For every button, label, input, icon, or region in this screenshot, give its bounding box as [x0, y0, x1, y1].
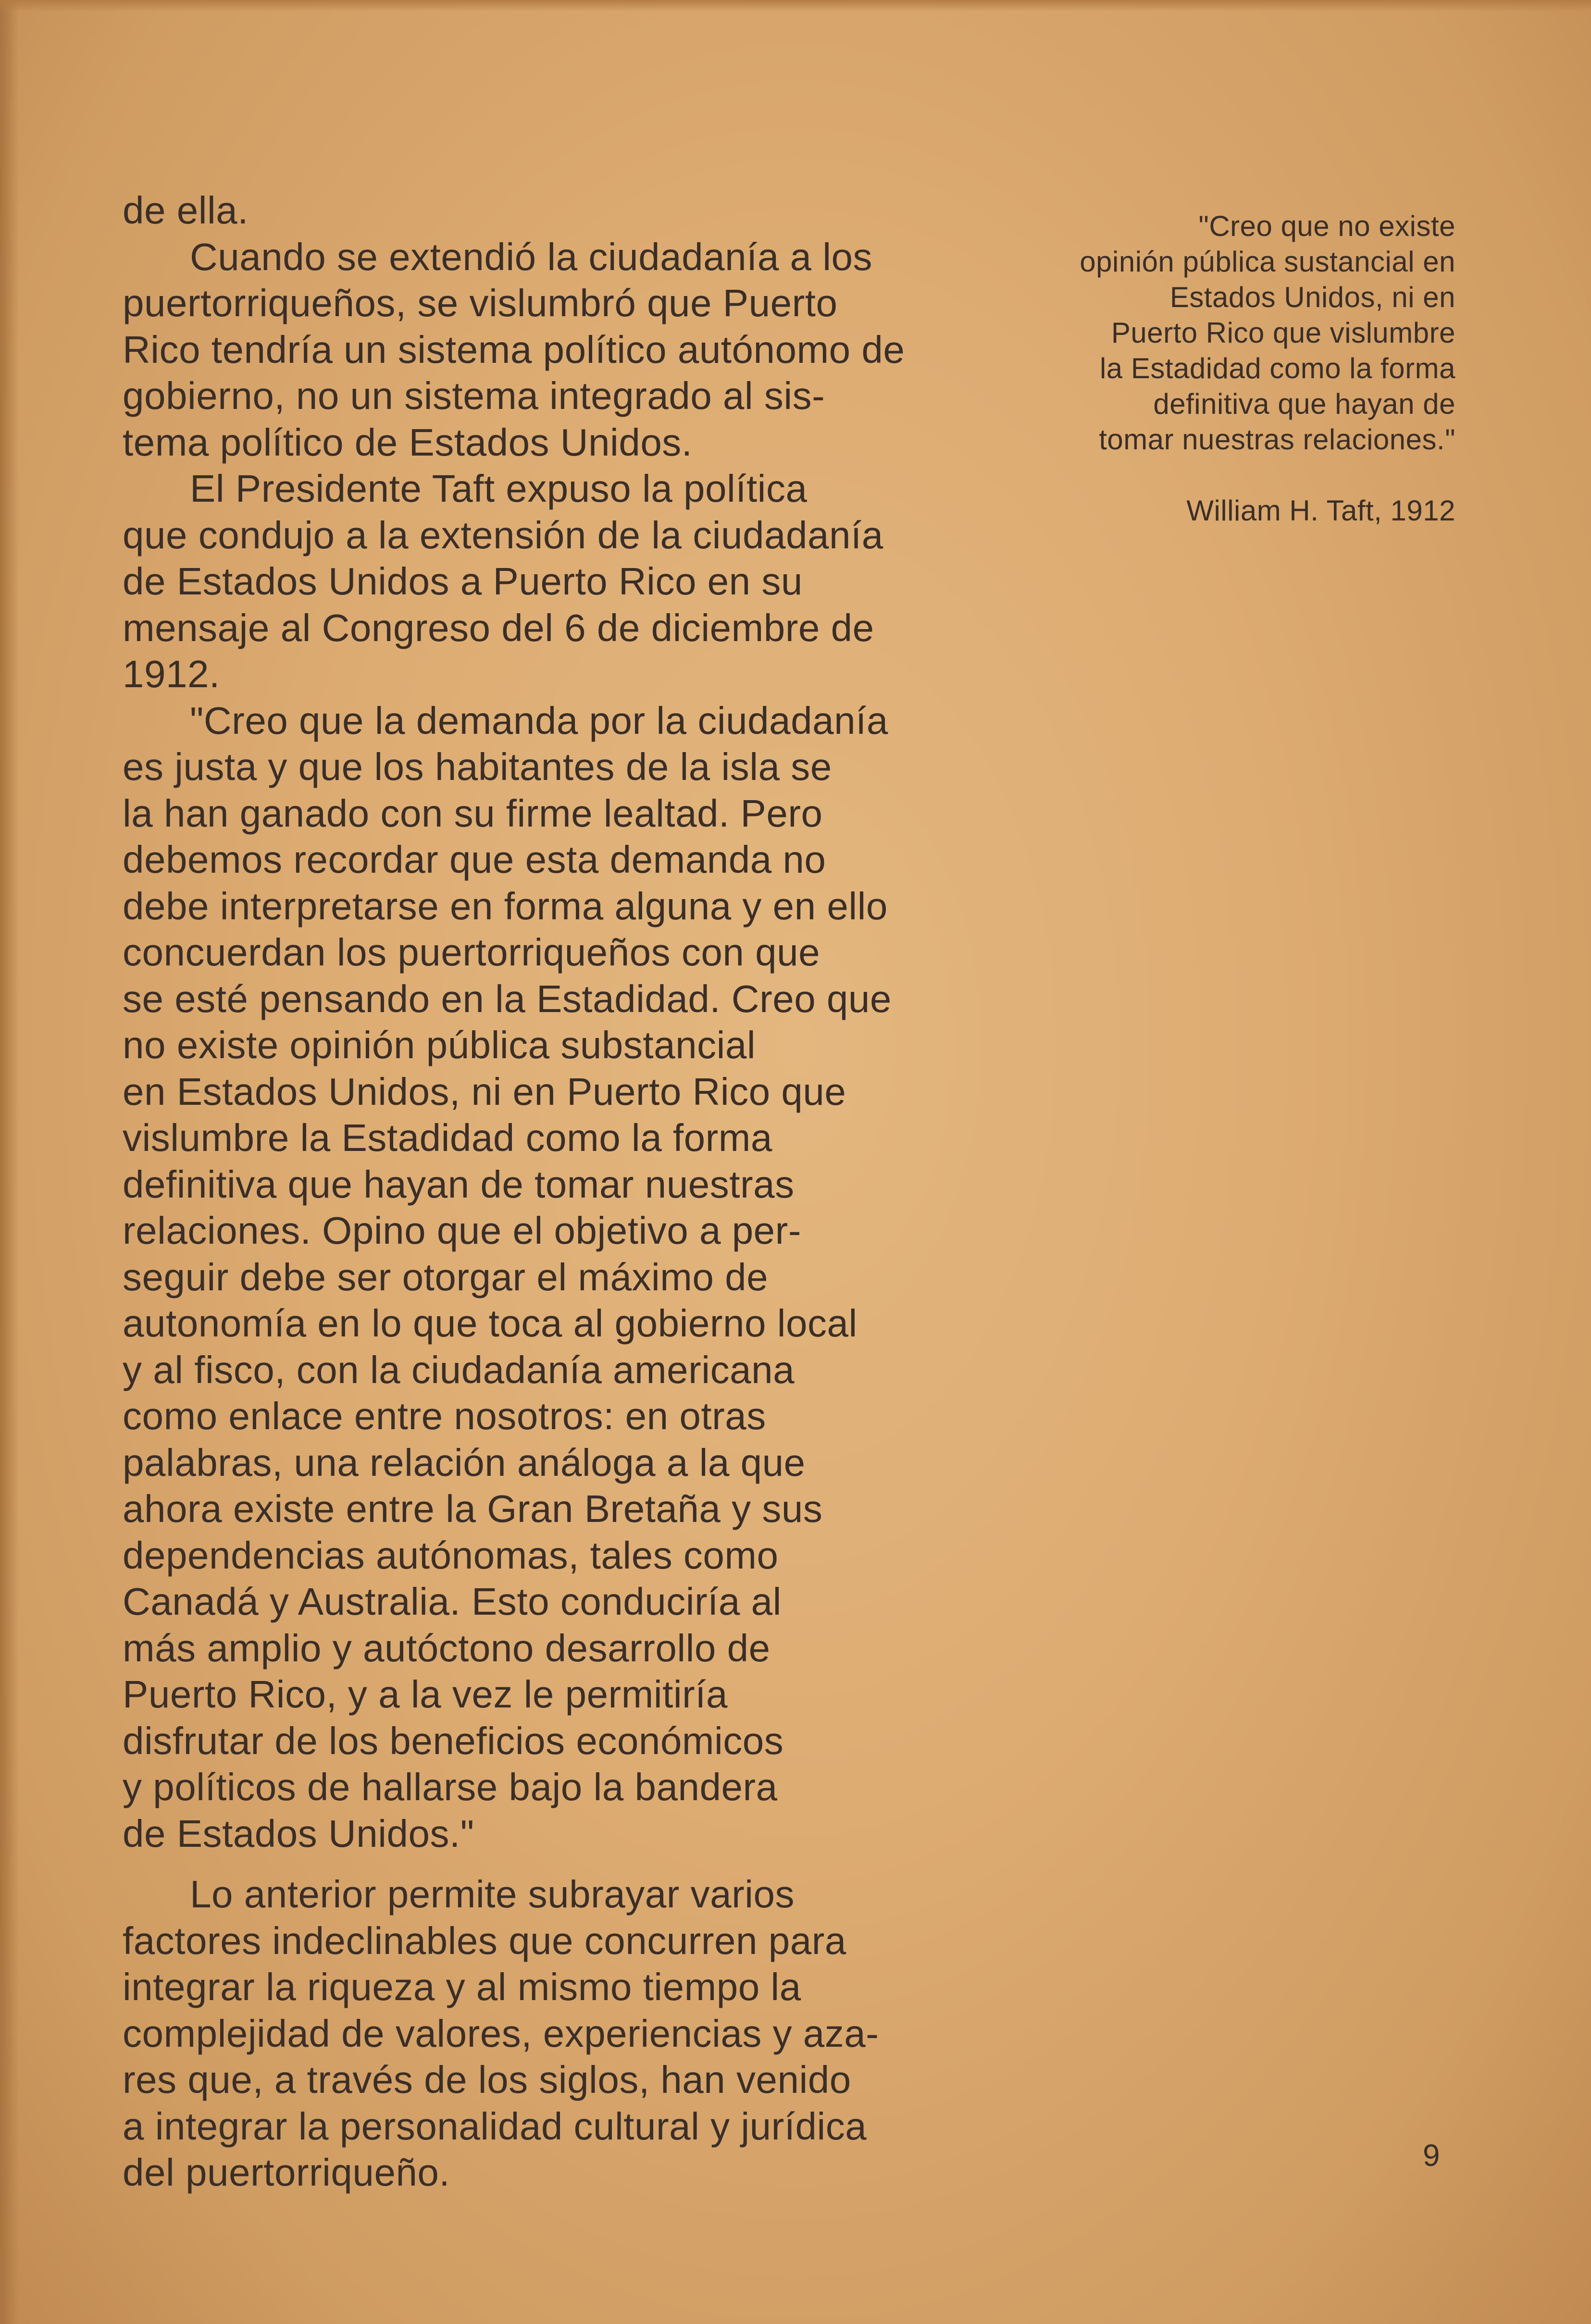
page-top-shadow	[0, 0, 1591, 12]
paragraph-taft-quote: "Creo que la demanda por la ciudadanía es justa y que los habitantes de la isla se la han ganado con su firme lealtad. Pero debemos recordar que esta demanda no debe interpretarse en forma alguna y en ello concuerdan los puertorriqueños con que se esté pensando en la Estadidad. Creo que no existe opinión pública substancial en Estados Unidos, ni en Puerto Rico que vislumbre la Estadidad como la forma definitiva que hayan de tomar nuestras relaciones. Opino que el objetivo a per- seguir debe ser otorgar el máximo de autonomía en lo que toca al gobierno local y al fisco, con la ciudadanía americana como enlace entre nosotros: en otras palabras, una relación análoga a la que ahora existe entre la Gran Bretaña y sus dependencias autónomas, tales como Canadá y Australia. Esto conduciría al más amplio y autóctono desarrollo de Puerto Rico, y a la vez le permitiría disfrutar de los beneficios económicos y políticos de hallarse bajo la bandera de Estados Unidos."	[123, 699, 892, 1855]
paragraph-continuation: de ella.	[123, 189, 249, 232]
paragraph-citizenship: Cuando se extendió la ciudadanía a los puertorriqueños, se vislumbró que Puerto Rico tendría un sistema político autónomo de gobierno, no un sistema integrado al sis- tema político de Estados Unidos.	[123, 235, 905, 464]
pull-quote	[990, 173, 1455, 564]
paragraph-taft-policy: El Presidente Taft expuso la política que condujo a la extensión de la ciudadanía de Estados Unidos a Puerto Rico en su mensaje al Congreso del 6 de diciembre de 1912.	[123, 467, 883, 695]
page-number: 9	[1423, 2138, 1440, 2173]
paragraph-conclusion: Lo anterior permite subrayar varios factores indeclinables que concurren para integrar la riqueza y al mismo tiempo la complejidad de valores, experiencias y aza- res que, a través de los siglos, han venido a integrar la personalidad cultural y jurídica del puertorriqueño.	[123, 1873, 879, 2194]
pull-quote-text: "Creo que no existe opinión pública sustancial en Estados Unidos, ni en Puerto Rico que vislumbre la Estadidad como la forma definitiva que hayan de tomar nuestras relaciones."	[1080, 210, 1455, 456]
pull-quote-attribution: William H. Taft, 1912	[1186, 494, 1455, 527]
page-edge-shadow	[0, 0, 19, 2324]
main-text-column	[123, 187, 969, 2196]
